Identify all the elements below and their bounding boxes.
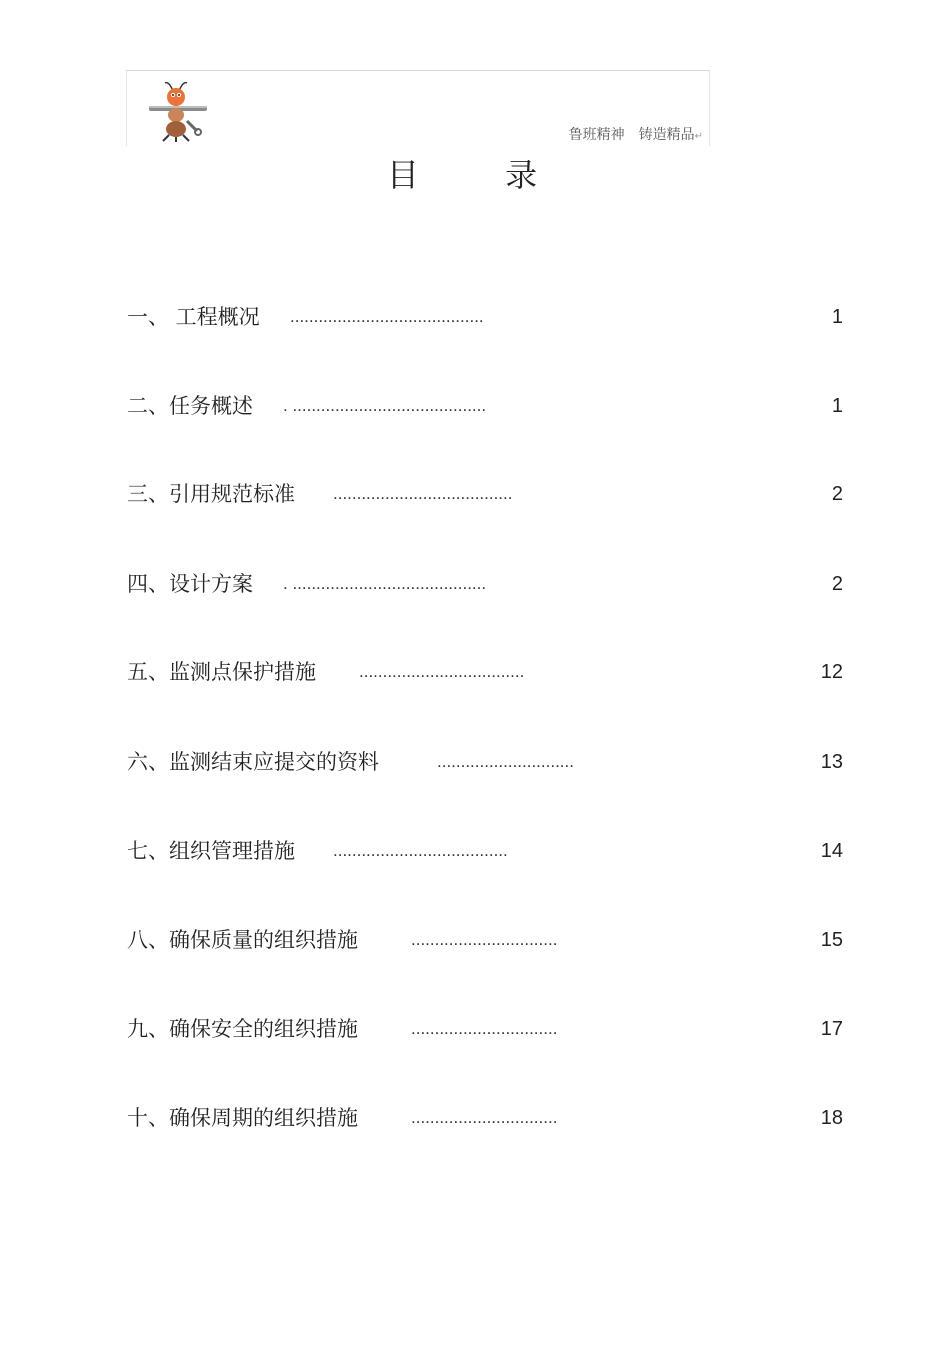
toc-entry-title: 七、组织管理措施 xyxy=(127,839,295,863)
toc-page-number: 18 xyxy=(820,1107,843,1129)
toc-entry-title: 八、确保质量的组织措施 xyxy=(127,928,358,952)
toc-page-number: 1 xyxy=(831,395,843,417)
toc-leader-dots: ............................. xyxy=(437,752,574,771)
toc-leader-dots: ................................... xyxy=(359,662,525,681)
toc-entry[interactable] xyxy=(127,302,843,332)
toc-entry[interactable] xyxy=(127,836,843,866)
toc-leader-dots: . ......................................... xyxy=(283,574,487,593)
toc-leader-dots: ..................................... xyxy=(333,841,508,860)
slogan-text-2: 铸造精品 xyxy=(638,127,695,143)
paragraph-mark-icon: ↵ xyxy=(694,131,703,142)
toc-entry-title: 九、确保安全的组织措施 xyxy=(127,1017,358,1041)
toc-entry[interactable] xyxy=(127,479,843,509)
page-title: 目 录 xyxy=(386,156,576,194)
toc-page-number: 14 xyxy=(820,840,843,862)
table-of-contents xyxy=(127,0,843,1345)
toc-page-number: 12 xyxy=(820,661,843,683)
toc-entry[interactable] xyxy=(127,1103,843,1133)
toc-entry[interactable] xyxy=(127,657,843,687)
toc-page-number: 2 xyxy=(831,573,843,595)
toc-leader-dots: ............................... xyxy=(411,1019,558,1038)
toc-entry-title: 五、监测点保护措施 xyxy=(127,660,316,684)
toc-entry-title: 一、 工程概况 xyxy=(127,305,260,329)
toc-entry-title: 三、引用规范标准 xyxy=(127,482,295,506)
toc-entry-title: 十、确保周期的组织措施 xyxy=(127,1106,358,1130)
toc-entry-title: 四、设计方案 xyxy=(127,572,253,596)
toc-entry-title: 六、监测结束应提交的资料 xyxy=(127,750,379,774)
toc-leader-dots: ............................... xyxy=(411,930,558,949)
toc-page-number: 1 xyxy=(831,306,843,328)
toc-leader-dots: ...................................... xyxy=(333,484,513,503)
toc-page-number: 2 xyxy=(831,483,843,505)
toc-leader-dots: ............................... xyxy=(411,1108,558,1127)
toc-entry-title: 二、任务概述 xyxy=(127,394,253,418)
toc-entry[interactable] xyxy=(127,391,843,421)
toc-entry[interactable] xyxy=(127,925,843,955)
toc-leader-dots: ......................................... xyxy=(290,307,484,326)
slogan-text-1: 鲁班精神 xyxy=(568,127,625,143)
toc-entry[interactable] xyxy=(127,1014,843,1044)
toc-entry[interactable] xyxy=(127,569,843,599)
toc-page-number: 13 xyxy=(820,751,843,773)
toc-page-number: 17 xyxy=(820,1018,843,1040)
toc-leader-dots: . ......................................... xyxy=(283,396,487,415)
toc-entry[interactable] xyxy=(127,747,843,777)
toc-page-number: 15 xyxy=(820,929,843,951)
